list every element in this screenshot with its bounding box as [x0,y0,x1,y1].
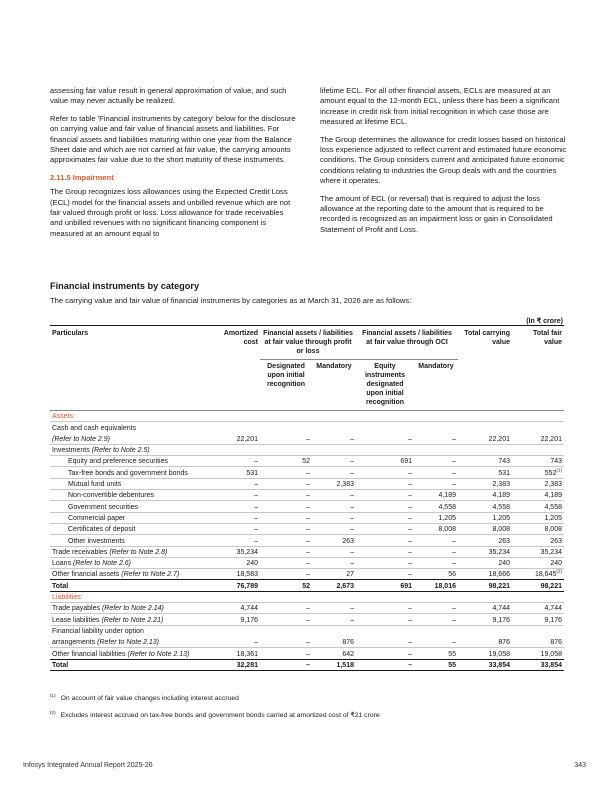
table-cell: 18,645$^{(2)}$ [512,569,564,580]
table-row [50,501,564,512]
row-label: Lease liabilities (Refer to Note 2.21) [50,614,210,625]
table-row [50,557,564,568]
header-total-carrying: Total carrying value [458,326,512,411]
footer-report-title: Infosys Integrated Annual Report 2025-26 [23,762,153,769]
table-row [50,648,564,659]
total-cell: – [260,659,312,670]
table-cell: 52 [260,456,312,467]
row-label: Commercial paper [50,512,210,523]
row-label: Equity and preference securities [50,456,210,467]
row-label: Non-convertible debentures [50,490,210,501]
table-row [50,614,564,625]
table-cell: – [356,490,414,501]
table-cell: – [306,435,310,443]
table-cell: 876 [342,639,354,647]
table-cell: 743 [458,456,512,467]
table-row [50,444,564,455]
table-cell: – [414,467,458,478]
row-label: Mutual fund units [50,478,210,489]
total-cell: – [356,659,414,670]
table-cell: – [210,501,260,512]
total-cell: 33,854 [512,659,564,670]
table-cell: 4,189 [512,490,564,501]
table-subtitle: The carrying value and fair value of financial instruments by categories as at March 31, 2026 are as follows: [50,296,412,305]
table-cell: – [312,467,356,478]
total-cell: 55 [414,659,458,670]
row-label: Certificates of deposit [50,523,210,534]
table-cell: – [210,512,260,523]
row-label: Total [50,659,210,670]
table-cell [210,444,260,455]
table-cell: – [312,490,356,501]
row-label: Cash and cash equivalents [50,422,564,433]
row-label: Investments (Refer to Note 2.5) [50,444,210,455]
table-cell: – [312,523,356,534]
row-label: Other financial liabilities (Refer to Note 2.13) [50,648,210,659]
table-cell: 531 [458,467,512,478]
table-cell: – [260,557,312,568]
table-cell: – [312,614,356,625]
table-cell: – [356,512,414,523]
table-cell: 263 [512,535,564,546]
table-row [50,546,564,557]
table-row [50,569,564,580]
table-cell: 22,201 [236,435,258,443]
table-cell: 8,008 [458,523,512,534]
table-cell: 55 [414,648,458,659]
row-label: Financial liability under option [50,625,564,636]
row-label-continued: arrangements (Refer to Note 2.13) [52,639,160,647]
table-cell: 263 [458,535,512,546]
table-cell: – [210,456,260,467]
table-cell: 2,383 [312,478,356,489]
table-cell: 27 [312,569,356,580]
row-label: Other investments [50,535,210,546]
table-cell: – [260,535,312,546]
table-cell: 18,361 [210,648,260,659]
table-cell: 8,008 [512,523,564,534]
table-cell: – [312,512,356,523]
table-cell: – [312,557,356,568]
total-cell: 2,673 [312,580,356,591]
table-row [50,490,564,501]
table-cell: 1,205 [512,512,564,523]
table-cell: – [356,523,414,534]
table-cell: – [306,639,310,647]
row-label: Government securities [50,501,210,512]
table-cell: – [356,546,414,557]
table-cell: 1,205 [458,512,512,523]
table-cell: – [210,478,260,489]
table-cell: 240 [512,557,564,568]
table-row [50,625,564,636]
table-cell: 1,205 [414,512,458,523]
paragraph: Refer to table 'Financial instruments by category' below for the disclosure on carrying value and fair value of financial assets and liabilities. For financial assets and liabilities maturing within one year from the Balance Sheet date and which are not carried at fair value, the carrying amounts approximates fair value due to the short maturity of these instruments. [50,113,296,165]
table-cell: 9,176 [210,614,260,625]
table-cell: – [356,603,414,614]
table-cell: – [414,557,458,568]
table-cell: – [260,478,312,489]
total-row [50,580,564,591]
table-cell: – [356,478,414,489]
table-cell: – [414,614,458,625]
table-cell [458,444,512,455]
total-cell: 18,016 [414,580,458,591]
table-cell: 240 [210,557,260,568]
header-fvtpl: Financial assets / liabilities at fair value through profit or loss [260,326,356,360]
table-cell: 19,058 [458,648,512,659]
table-row [50,456,564,467]
table-cell: 22,201 [540,435,562,443]
header-designated: Designated upon initial recognition [266,363,306,388]
table-row [50,535,564,546]
total-cell: 691 [356,580,414,591]
table-cell: 642 [312,648,356,659]
table-cell: – [408,639,412,647]
header-equity-designated: Equity instruments designated upon initial recognition [364,363,406,406]
left-text-column [50,86,298,246]
table-cell: 4,744 [458,603,512,614]
table-row [50,478,564,489]
total-cell: 98,221 [512,580,564,591]
row-label: Loans (Refer to Note 2.6) [50,557,210,568]
table-row [50,636,564,647]
section-label: Assets: [50,411,564,422]
paragraph: lifetime ECL. For all other financial assets, ECLs are measured at an amount equal to the 12-month ECL, unless there has been a significant increase in credit risk from initial recognition in which case those are measured at lifetime ECL. [320,86,560,127]
table-row [50,512,564,523]
table-cell: 4,558 [414,501,458,512]
paragraph: The Group determines the allowance for credit losses based on historical loss experience adjusted to reflect current and estimated future economic conditions. The Group considers current and anticipated future economic conditions relating to industries the Group deals with and the countries where it operates. [320,134,567,186]
section-label: Liabilities: [50,591,564,602]
table-cell: 56 [414,569,458,580]
table-cell: 552$^{(1)}$ [512,467,564,478]
table-cell: 876 [498,639,510,647]
paragraph: The amount of ECL (or reversal) that is required to adjust the loss allowance at the reporting date to the amount that is required to be recorded is recognized as an impairment loss or gain in Consolidated Statement of Profit and Loss. [320,193,553,234]
header-mandatory-oci: Mandatory [418,363,454,370]
table-cell: – [356,569,414,580]
financial-instruments-table [50,325,564,671]
footnote: $^{(2)}$ Excludes interest accrued on tax-free bonds and government bonds carried at amortized cost of ₹21 crore [50,709,380,719]
table-cell: – [254,639,258,647]
table-cell: 9,176 [512,614,564,625]
table-cell: 19,058 [512,648,564,659]
table-cell: – [414,603,458,614]
table-cell: 4,744 [512,603,564,614]
table-cell: 4,189 [458,490,512,501]
table-cell: – [260,512,312,523]
table-cell: 35,234 [210,546,260,557]
total-cell: 98,221 [458,580,512,591]
table-cell: – [414,535,458,546]
table-cell: – [260,603,312,614]
table-cell [312,444,356,455]
total-cell: 33,854 [458,659,512,670]
table-cell: 4,558 [512,501,564,512]
table-cell: – [356,467,414,478]
table-cell [356,444,414,455]
total-cell: 1,518 [312,659,356,670]
table-cell: 240 [458,557,512,568]
page-number: 343 [574,762,586,769]
table-cell [512,444,564,455]
table-cell: 531 [210,467,260,478]
table-row [50,433,564,444]
paragraph: assessing fair value result in general approximation of value, and such value may never actually be realized. [50,86,287,106]
table-cell: – [260,501,312,512]
row-label: Trade payables (Refer to Note 2.14) [50,603,210,614]
table-cell: 35,234 [458,546,512,557]
table-cell: 18,583 [210,569,260,580]
table-cell: – [260,569,312,580]
table-cell: 18,666 [458,569,512,580]
row-label: Other financial assets (Refer to Note 2.7) [50,569,210,580]
section-row [50,411,564,422]
table-cell: 691 [356,456,414,467]
table-cell: – [260,490,312,501]
row-label: Tax-free bonds and government bonds [50,467,210,478]
table-cell: – [210,523,260,534]
table-cell: – [356,648,414,659]
table-cell: 9,176 [458,614,512,625]
table-cell: – [260,467,312,478]
header-amortized-cost: Amortized cost [210,326,260,411]
table-row [50,422,564,433]
table-cell: – [414,478,458,489]
table-cell: – [312,456,356,467]
table-cell: – [210,535,260,546]
table-cell: – [312,501,356,512]
table-cell: 876 [550,639,562,647]
table-cell: – [210,490,260,501]
table-cell [260,444,312,455]
table-cell: 8,008 [414,523,458,534]
table-cell: – [260,648,312,659]
table-cell: – [356,535,414,546]
table-cell: – [408,435,412,443]
section-row [50,591,564,602]
table-cell: – [312,603,356,614]
right-text-column [320,86,568,242]
total-row [50,659,564,670]
table-cell: – [414,546,458,557]
unit-note: (In ₹ crore) [526,318,563,325]
table-cell: – [312,546,356,557]
table-cell: 4,189 [414,490,458,501]
section-heading: 2.11.5 Impairment [50,172,114,182]
table-row [50,467,564,478]
table-cell [414,444,458,455]
table-cell: – [414,456,458,467]
row-label-continued: (Refer to Note 2.9) [52,435,110,443]
total-cell: 32,281 [210,659,260,670]
table-row [50,523,564,534]
header-mandatory: Mandatory [316,363,352,370]
row-label: Trade receivables (Refer to Note 2.8) [50,546,210,557]
table-cell: – [260,546,312,557]
table-cell: 35,234 [512,546,564,557]
table-cell: 22,201 [488,435,510,443]
paragraph: The Group recognizes loss allowances using the Expected Credit Loss (ECL) model for the financial assets and unbilled revenue which are not fair valued through profit or loss. Loss allowance for trade receivables and unbilled revenues with no significant financing component is measured at an amount equal to [50,187,291,238]
table-cell: 743 [512,456,564,467]
table-title: Financial instruments by category [50,281,200,291]
table-cell: – [356,614,414,625]
table-cell: – [356,501,414,512]
header-fvoci: Financial assets / liabilities at fair value through OCI [356,326,458,360]
table-cell: – [452,435,456,443]
header-particulars: Particulars [50,326,210,411]
table-row [50,603,564,614]
table-cell: – [452,639,456,647]
table-cell: – [350,435,354,443]
table-cell: 263 [312,535,356,546]
table-cell: – [356,557,414,568]
table-cell: – [260,614,312,625]
total-cell: 52 [260,580,312,591]
table-cell: 2,383 [512,478,564,489]
row-label: Total [50,580,210,591]
total-cell: 76,789 [210,580,260,591]
footnote: $^{(1)}$ On account of fair value changes including interest accrued [50,692,239,702]
table-cell: 4,744 [210,603,260,614]
header-total-fair: Total fair value [512,326,564,411]
table-cell: 4,558 [458,501,512,512]
footnotes [50,694,380,728]
table-cell: – [260,523,312,534]
table-cell: 2,383 [458,478,512,489]
